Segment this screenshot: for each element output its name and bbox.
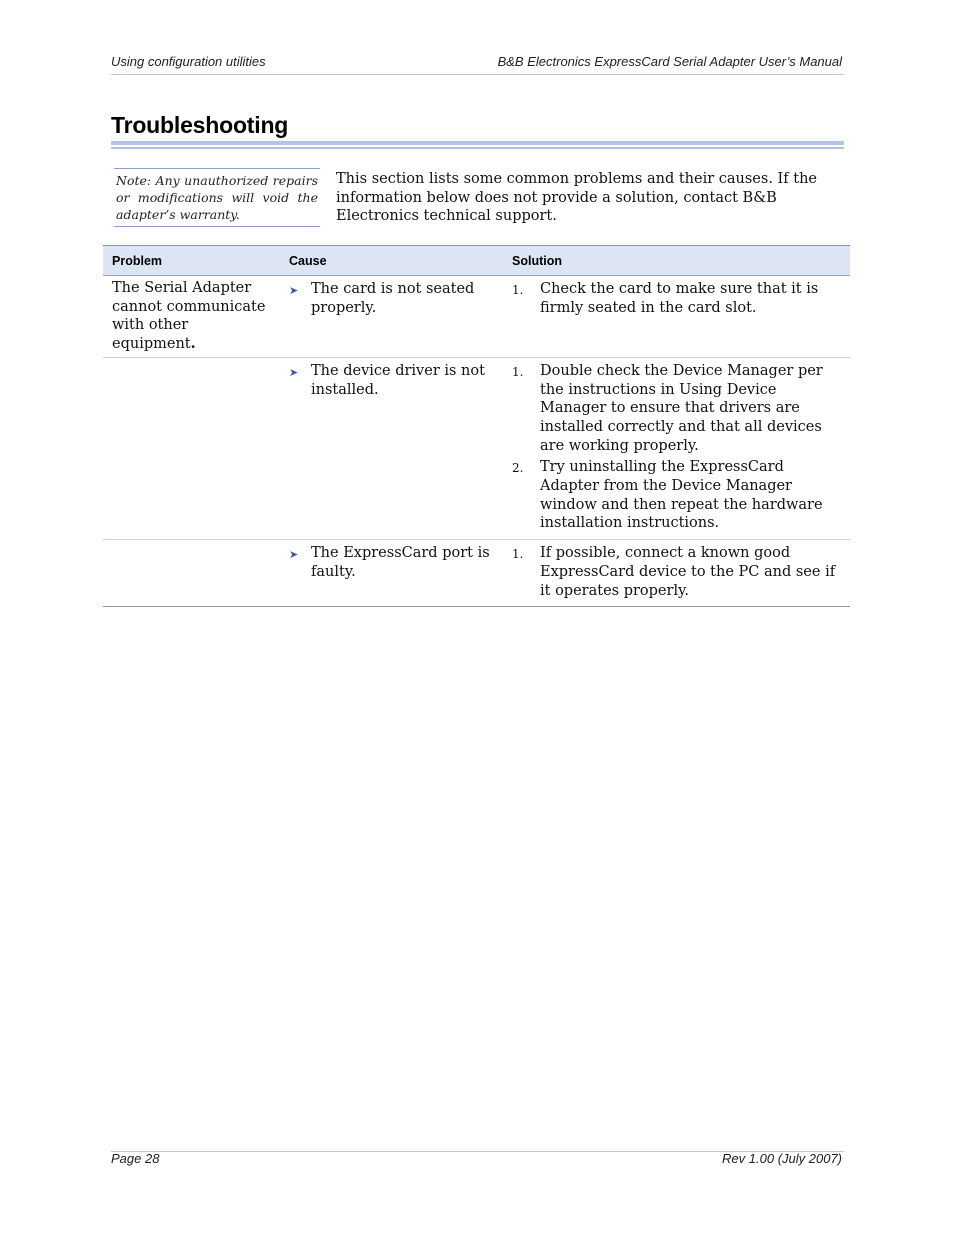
- step-number: 1.: [512, 283, 524, 297]
- page-title: Troubleshooting: [111, 112, 289, 138]
- step-text: Double check the Device Manager per the instructions in Using Device Manager to ensure that drivers are installed correctly and that all devices are working properly.: [540, 362, 823, 454]
- step-text: Try uninstalling the ExpressCard Adapter from the Device Manager window and then repeat the hardware installation instructions.: [540, 459, 823, 532]
- table-header-row: [103, 246, 850, 276]
- step-number: 1.: [512, 547, 524, 562]
- cause-text: The card is not seated properly.: [311, 281, 475, 316]
- intro-paragraph: This section lists some common problems and their causes. If the information below does not provide a solution, contact B&B Electronics technical support.: [336, 171, 817, 224]
- title-underline-thin: [111, 147, 844, 149]
- running-header-section: Using configuration utilities: [111, 54, 266, 69]
- solution-step: [512, 280, 842, 317]
- column-header-problem: Problem: [103, 246, 280, 276]
- problem-cell: [103, 540, 280, 607]
- troubleshooting-table: [103, 245, 850, 607]
- problem-cell: [103, 276, 280, 358]
- revision-info: Rev 1.00 (July 2007): [722, 1151, 842, 1166]
- warranty-note: Note: Any unauthorized repairs or modifications will void the adapter’s warranty.: [114, 168, 320, 227]
- step-text: Check the card to make sure that it is firmly seated in the card slot.: [540, 281, 819, 316]
- table-row: [103, 357, 850, 539]
- solution-cell: [503, 540, 850, 607]
- column-header-cause: Cause: [280, 246, 503, 276]
- solution-step: [512, 458, 842, 533]
- cause-cell: [280, 540, 503, 607]
- cause-cell: [280, 276, 503, 358]
- cause-cell: [280, 357, 503, 539]
- cause-text: The ExpressCard port is faulty.: [311, 545, 490, 580]
- table-row: [103, 540, 850, 607]
- solution-step: [512, 544, 842, 600]
- header-divider: [111, 74, 844, 75]
- arrowhead-bullet-icon: ➤: [289, 365, 299, 379]
- arrowhead-bullet-icon: ➤: [289, 548, 299, 562]
- solution-step: [512, 362, 842, 456]
- running-header-manual-title: B&B Electronics ExpressCard Serial Adapter User’s Manual: [497, 54, 842, 69]
- step-number: 2.: [512, 461, 524, 476]
- solution-cell: [503, 357, 850, 539]
- problem-cell: [103, 357, 280, 539]
- problem-period: .: [190, 335, 196, 353]
- page-number: Page 28: [111, 1151, 160, 1166]
- title-underline-thick: [111, 141, 844, 145]
- problem-text: The Serial Adapter cannot communicate with other equipment: [112, 280, 266, 353]
- solution-cell: [503, 276, 850, 358]
- column-header-solution: Solution: [503, 246, 850, 276]
- arrowhead-bullet-icon: ➤: [289, 284, 299, 297]
- cause-text: The device driver is not installed.: [311, 362, 485, 398]
- step-text: If possible, connect a known good ExpressCard device to the PC and see if it operates properly.: [540, 545, 836, 599]
- step-number: 1.: [512, 364, 524, 379]
- table-row: [103, 276, 850, 358]
